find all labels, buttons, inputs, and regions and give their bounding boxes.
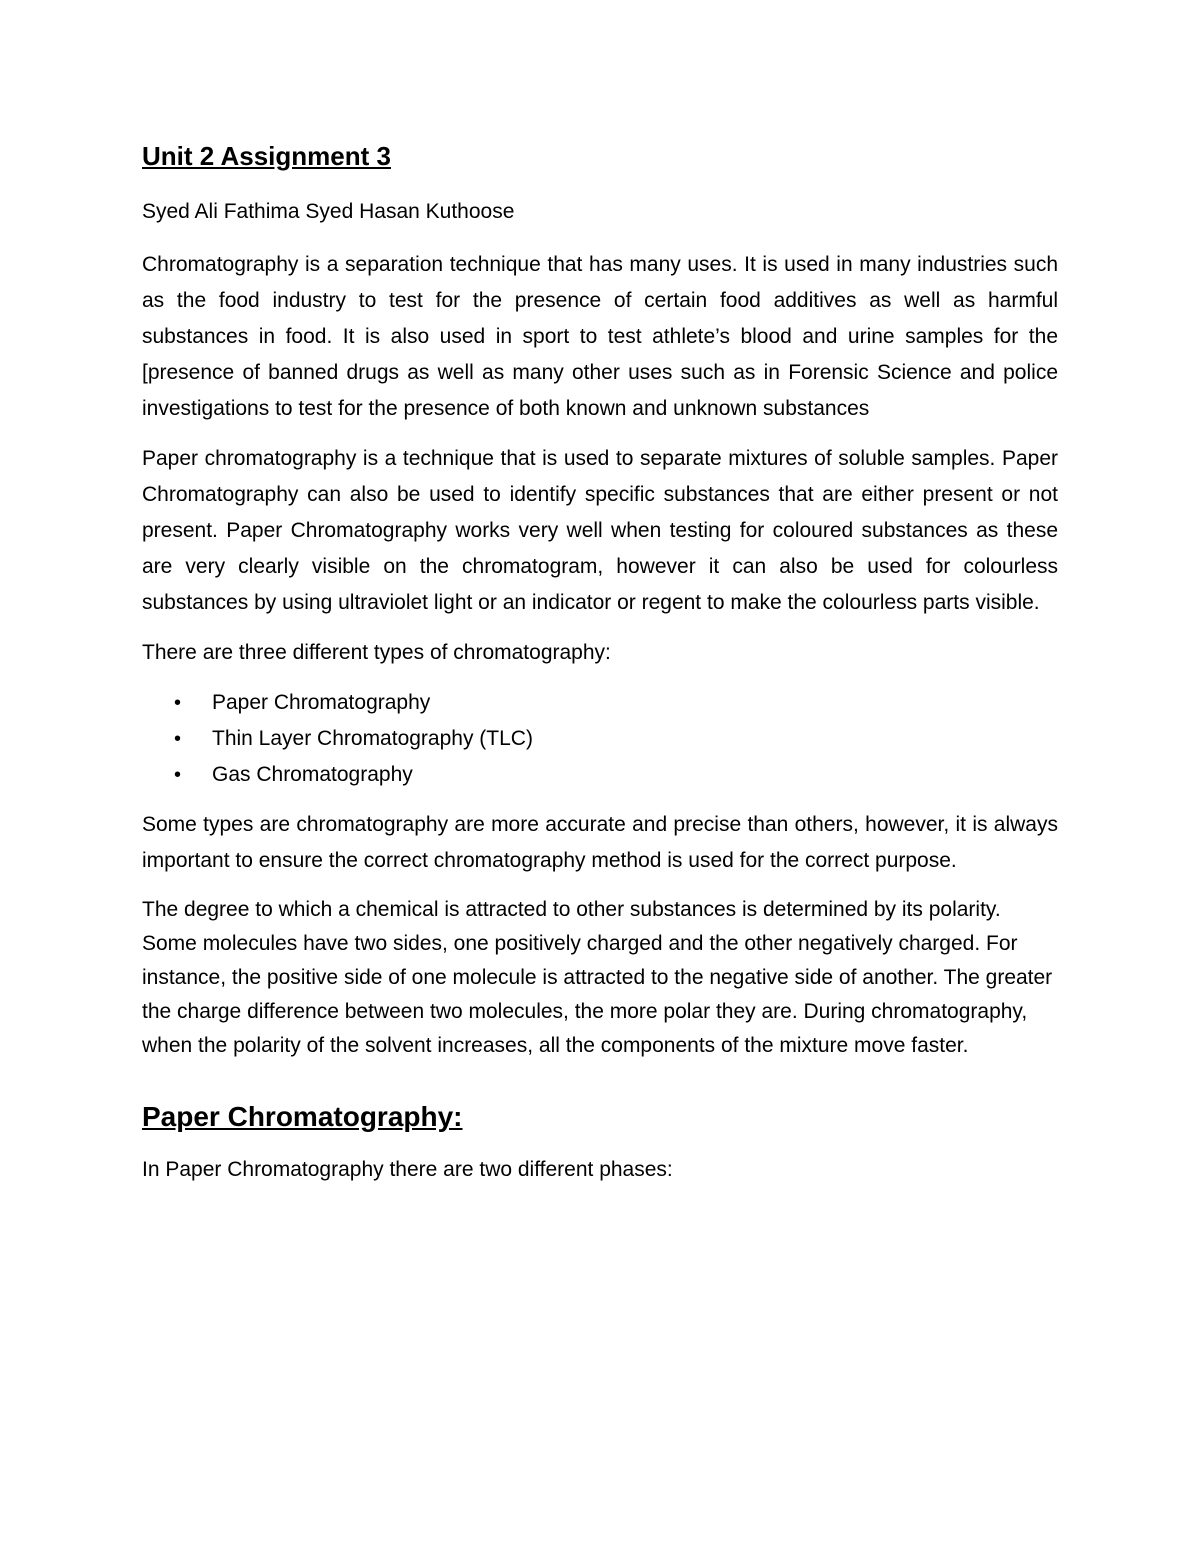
list-item-text: Paper Chromatography: [212, 691, 431, 715]
polarity-paragraph: The degree to which a chemical is attracted to other substances is determined by its polarity. Some molecules have two sides, one positively charged and the other negatively charged. For instance, the positive side of one molecule is attracted to the negative side of another. The greater the charge difference between two molecules, the more polar they are. During chromatography, when the polarity of the solvent increases, all the components of the mixture move faster.: [142, 898, 1053, 1058]
document-title: Unit 2 Assignment 3: [142, 141, 391, 171]
list-item: [174, 685, 1058, 721]
author-name: Syed Ali Fathima Syed Hasan Kuthoose: [142, 199, 515, 223]
accuracy-paragraph: Some types are chromatography are more accurate and precise than others, however, it is always important to ensure the correct chromatography method is used for the correct purpose.: [142, 813, 1058, 873]
bullet-icon: •: [174, 764, 182, 787]
paper-chromatography-paragraph: Paper chromatography is a technique that is used to separate mixtures of soluble samples. Paper Chromatography can also be used to identify specific substances that are either present or not present. Paper Chromatography works very well when testing for coloured substances as these are very clearly visible on the chromatogram, however it can also be used for colourless substances by using ultraviolet light or an indicator or regent to make the colourless parts visible.: [142, 447, 1058, 615]
chromatography-types-list: [142, 685, 1058, 793]
bullet-icon: •: [174, 692, 182, 715]
section-intro-paragraph: In Paper Chromatography there are two different phases:: [142, 1158, 673, 1182]
list-item: [174, 757, 1058, 793]
bullet-icon: •: [174, 728, 182, 751]
section-heading: Paper Chromatography:: [142, 1101, 463, 1133]
types-intro-paragraph: There are three different types of chromatography:: [142, 641, 611, 665]
intro-paragraph: Chromatography is a separation technique that has many uses. It is used in many industries such as the food industry to test for the presence of certain food additives as well as harmful substances in food. It is also used in sport to test athlete’s blood and urine samples for the [presence of banned drugs as well as many other uses such as in Forensic Science and police investigations to test for the presence of both known and unknown substances: [142, 253, 1058, 421]
list-item: [174, 721, 1058, 757]
document-page: [142, 140, 1058, 1202]
list-item-text: Gas Chromatography: [212, 763, 413, 787]
list-item-text: Thin Layer Chromatography (TLC): [212, 727, 533, 751]
